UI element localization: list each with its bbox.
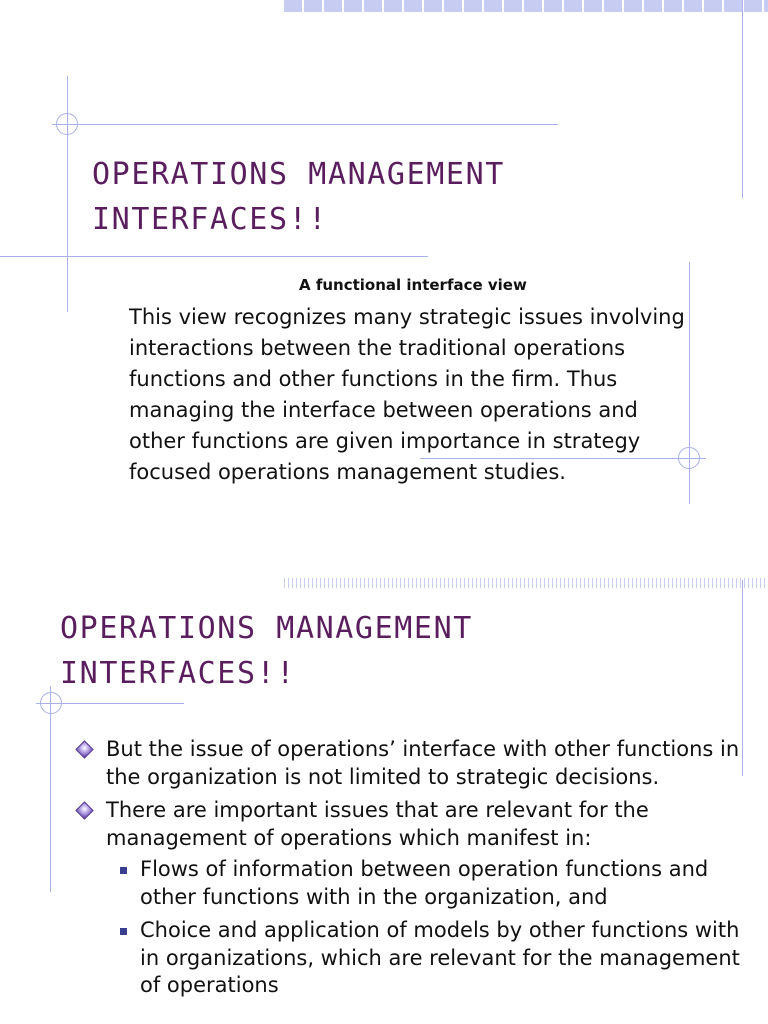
diamond-bullet-icon bbox=[75, 740, 93, 758]
square-bullet-icon bbox=[120, 867, 127, 874]
slide-title bbox=[92, 152, 692, 242]
crosshair-icon bbox=[40, 692, 62, 714]
list-item bbox=[76, 797, 756, 1000]
diamond-bullet-icon bbox=[75, 801, 93, 819]
sub-bullet-list bbox=[106, 856, 756, 1000]
slide-title bbox=[60, 606, 680, 696]
body-paragraph: This view recognizes many strategic issues involving interactions between the traditional operations functions and other functions in the firm. Thus managing the interface between operations and other functions are given importance in strategy focused operations management studies. bbox=[129, 305, 685, 484]
crosshair-icon bbox=[56, 113, 78, 135]
list-item bbox=[106, 856, 756, 911]
slide-2 bbox=[0, 560, 768, 1024]
bullet-text: But the issue of operations’ interface with other functions in the organization is not limited to strategic decisions. bbox=[106, 737, 740, 789]
sub-bullet-text: Choice and application of models by other functions with in organizations, which are relevant for the management of operations bbox=[140, 918, 740, 997]
decorative-band bbox=[284, 578, 768, 588]
title-line-1: OPERATIONS MANAGEMENT bbox=[60, 611, 473, 646]
decorative-line bbox=[50, 686, 51, 892]
title-line-2: INTERFACES!! bbox=[60, 656, 296, 691]
list-item bbox=[106, 917, 756, 1000]
bullet-text: There are important issues that are relevant for the management of operations which manifest in: bbox=[106, 798, 649, 850]
decorative-line bbox=[742, 0, 743, 198]
bullet-list bbox=[76, 736, 756, 1006]
slide-subtitle: A functional interface view bbox=[299, 276, 527, 294]
decorative-band bbox=[284, 0, 768, 12]
title-line-1: OPERATIONS MANAGEMENT bbox=[92, 157, 505, 192]
title-line-2: INTERFACES!! bbox=[92, 202, 328, 237]
sub-bullet-text: Flows of information between operation functions and other functions with in the organization, and bbox=[140, 857, 709, 909]
decorative-line bbox=[0, 256, 428, 257]
decorative-line bbox=[67, 76, 68, 312]
list-item bbox=[76, 736, 756, 791]
decorative-line bbox=[52, 124, 558, 125]
square-bullet-icon bbox=[120, 928, 127, 935]
